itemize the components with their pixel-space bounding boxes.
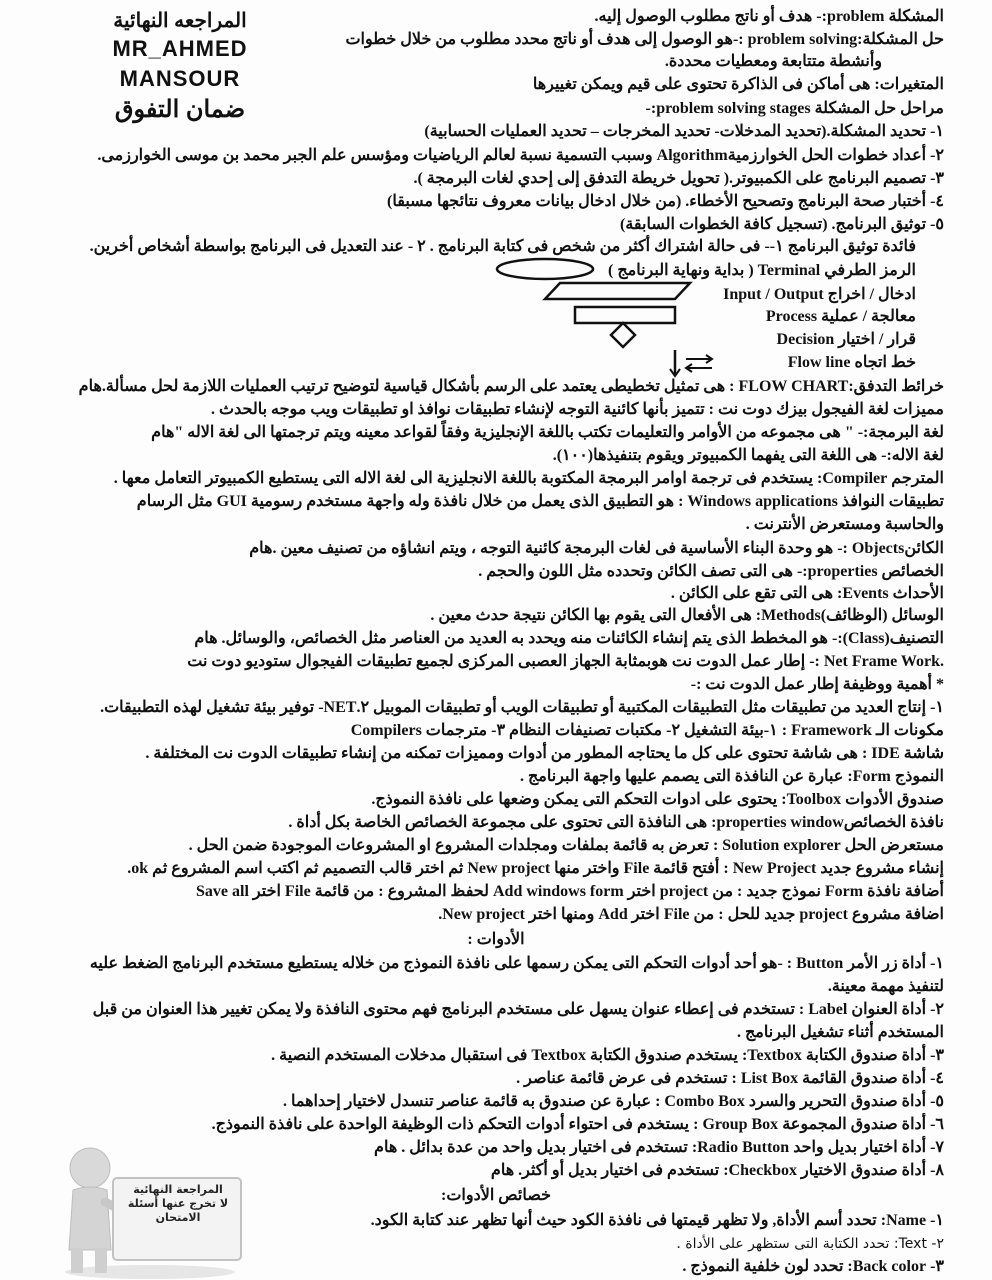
text-line: الأحداث Events: هى التى تقع على الكائن . xyxy=(670,585,944,602)
text-line: نافذة الخصائصproperties window: هى النافذة التى تحتوى على مجموعة الخصائص الخاصة بكل أداة . xyxy=(288,814,944,831)
text-line: لغة البرمجة:- " هى مجموعه من الأوامر والتعليمات تكتب باللغة الإنجليزية وفقاً لقواعد معينه ويتم ترجمتها الى لغة الاله "هام xyxy=(151,424,944,441)
text-line: الكائنObjects :- هو وحدة البناء الأساسية فى لغات البرمجة كائنية التوجه ، ويتم انشاؤه من تصنيف معين .هام xyxy=(249,540,944,557)
text-line: ١- أداة زر الأمر Button : -هو أحد أدوات التحكم التى يمكن رسمها على نافذة النموذج من خلاله يستطيع مستخدم البرنامج الضغط عليه xyxy=(89,955,944,972)
text-line: شاشة IDE : هى شاشة تحتوى على كل ما يحتاجه المطور من أدوات ومميزات تمكنه من إنشاء تطبيقات الدوت نت المختلفة . xyxy=(145,745,944,762)
text-line: المتغيرات: هى أماكن فى الذاكرة تحتوى على قيم ويمكن تغييرها xyxy=(532,76,944,93)
text-line: والحاسبة ومستعرض الأنترنت . xyxy=(745,516,944,533)
section-heading-tools: الأدوات : xyxy=(467,931,525,948)
text-line: ٧- أداة اختيار بديل واحد Radio Button: تستخدم فى اختيار بديل واحد من عدة بدائل . هام xyxy=(374,1139,944,1156)
text-line: ٣- Back color: تحدد لون خلفية النموذج . xyxy=(682,1258,944,1275)
text-line: ٦- أداة صندوق المجموعة Group Box : يستخدم فى احتواء أدوات التحكم ذات الوظيفة الواحدة على نافذة النموذج. xyxy=(211,1116,944,1133)
text-line: المستخدم أثناء تشغيل البرنامج . xyxy=(736,1024,944,1041)
text-line: النموذج Form: عبارة عن النافذة التى يصمم عليها واجهة البرنامج . xyxy=(519,768,944,785)
text-line: خرائط التدفق:FLOW CHART : هى تمثيل تخطيطى يعتمد على الرسم بأشكال قياسية لتوضيح ترتيب العمليات اللازمة لحل مسألة.هام xyxy=(78,378,944,395)
io-symbol xyxy=(545,283,690,299)
text-line: أضافة نافذة Form نموذج جديد : من project اختر Add windows form لحفظ المشروع : من قائمة File اختر Save all xyxy=(196,883,944,900)
text-line: الخصائص properties:- هى التى تصف الكائن وتحدده مثل اللون والحجم . xyxy=(478,563,944,580)
process-symbol xyxy=(575,307,675,323)
legend-io: ادخال / اخراج Input / Output xyxy=(723,286,916,303)
text-line: صندوق الأدوات Toolbox: يحتوى على ادوات التحكم التى يمكن وضعها على نافذة النموذج. xyxy=(371,791,944,808)
text-line: ٢- Text: تحدد الكتابة التى ستظهر على الأداة . xyxy=(676,1236,944,1252)
text-line: ٤- أداة صندوق القائمة List Box : تستخدم فى عرض قائمة عناصر . xyxy=(516,1070,944,1087)
text-line: ٤- أختبار صحة البرنامج وتصحيح الأخطاء. (من خلال ادخال بيانات معروف نتائجها مسبقا) xyxy=(387,193,944,210)
header-author-last: MANSOUR xyxy=(119,66,241,91)
decision-symbol xyxy=(611,323,635,347)
header-title-ar: المراجعه النهائية xyxy=(113,10,247,32)
text-line: التصنيف(Class):- هو المخطط الذى يتم إنشاء الكائنات منه ويحدد به العديد من العناصر مثل الخصائص، والوسائل. هام xyxy=(194,630,944,647)
text-line: ٣- تصميم البرنامج على الكمبيوتر.( تحويل خريطة التدفق إلى إحدي لغات البرمجة ). xyxy=(413,170,944,187)
terminal-symbol xyxy=(497,259,593,279)
text-line: ٥- أداة صندوق التحرير والسرد Combo Box : عبارة عن صندوق به قائمة عناصر تنسدل لاختيار إحداهما . xyxy=(282,1093,944,1110)
text-line: إنشاء مشروع جديد New Project : أفتح قائمة File واختر منها New project ثم اختر قالب التصميم ثم اكتب اسم المشروع ثم ok. xyxy=(127,860,944,877)
text-line: ٨- أداة صندوق الاختيار Checkbox: تستخدم فى اختيار بديل أو أكثر. هام xyxy=(490,1162,944,1179)
text-line: * أهمية ووظيفة إطار عمل الدوت نت :- xyxy=(690,676,944,693)
text-line: الوسائل (الوظائف)Methods: هى الأفعال التى يقوم بها الكائن نتيجة حدث معين . xyxy=(430,607,944,624)
section-heading-properties: خصائص الأدوات: xyxy=(441,1187,551,1204)
text-line: ٥- توثيق البرنامج. (تسجيل كافة الخطوات السابقة) xyxy=(620,216,944,233)
text-line: اضافة مشروع project جديد للحل : من File اختر Add ومنها اختر New project. xyxy=(438,906,944,923)
legend-process: معالجة / عملية Process xyxy=(765,308,916,325)
header-slogan: ضمان التفوق xyxy=(114,96,246,123)
text-line: حل المشكلة:problem solving :-هو الوصول إلى هدف أو ناتج محدد مطلوب من خلال خطوات xyxy=(345,31,944,48)
legend-flowline: خط اتجاه Flow line xyxy=(787,354,916,371)
text-line: مميزات لغة الفيجول بيزك دوت نت : تتميز بأنها كائنية التوجه لإنشاء تطبيقات نوافذ او تطبيقات ويب موجه بالحدث . xyxy=(211,401,944,418)
text-line: المترجم Compiler: يستخدم فى ترجمة اوامر البرمجة المكتوبة باللغة الانجليزية الى لغة الاله التى يستطيع الكمبيوتر التعامل معها . xyxy=(113,470,944,487)
header-author-first: MR_AHMED xyxy=(112,36,248,61)
text-line: مستعرض الحل Solution explorer : تعرض به قائمة بملفات ومجلدات المشروع او المشروعات الموجودة ضمن الحل . xyxy=(188,837,944,854)
text-line: ٢- أعداد خطوات الحل الخوارزميةAlgorithm وسبب التسمية نسبة لعالم الرياضيات ومؤسس علم الجبر محمد بن موسى الخوارزمى. xyxy=(97,147,944,164)
flowchart-symbols xyxy=(490,255,720,380)
text-line: ١- إنتاج العديد من تطبيقات مثل التطبيقات المكتبية أو تطبيقات الويب أو تطبيقات الموبيل ٢.NET- توفير بيئة تشغيل لهذه التطبيقات. xyxy=(100,699,944,716)
text-line: ٣- أداة صندوق الكتابة Textbox: يستخدم صندوق الكتابة Textbox فى استقبال مدخلات المستخدم النصية . xyxy=(271,1047,944,1064)
mascot-sign-text: المراجعة النهائية لا تخرج عنها أسئلة الامتحان xyxy=(127,1183,229,1224)
text-line: ١- تحديد المشكلة.(تحديد المدخلات- تحديد المخرجات – تحديد العمليات الحسابية) xyxy=(424,123,944,140)
text-line: مكونات الـ Framework : ١-بيئة التشغيل ٢- مكتبات تصنيفات النظام ٣- مترجمات Compilers xyxy=(350,722,944,739)
legend-terminal: الرمز الطرفي Terminal ( بداية ونهاية البرنامج ) xyxy=(608,262,916,279)
text-line: وأنشطة متتابعة ومعطيات محددة. xyxy=(664,53,882,70)
text-line: المشكلة problem:- هدف أو ناتج مطلوب الوصول إليه. xyxy=(594,8,944,25)
text-line: لغة الاله:- هى اللغة التى يفهما الكمبيوتر ويقوم بتنفيذها(١٠٠). xyxy=(552,447,944,464)
text-line: فائدة توثيق البرنامج ١-- فى حالة اشتراك أكثر من شخص فى كتابة البرنامج . ٢ - عند التعديل فى البرنامج بواسطة أشخاص أخرين. xyxy=(89,238,916,255)
text-line: ٢- أداة العنوان Label : تستخدم فى إعطاء عنوان يسهل على مستخدم البرنامج فهم محتوى النافذة ولا يمكن تغيير هذا العنوان من قبل xyxy=(92,1001,944,1018)
text-line: ١- Name: تحدد أسم الأداة, ولا تظهر قيمتها فى نافذة الكود حيث أنها تظهر عند كتابة الكود. xyxy=(370,1212,944,1229)
text-line: تطبيقات النوافذ Windows applications : هو التطبيق الذى يعمل من خلال نافذة وله واجهة مستخدم رسومية GUI مثل الرسام xyxy=(136,493,944,510)
flowline-symbol xyxy=(670,350,712,376)
text-line: مراحل حل المشكلة problem solving stages:- xyxy=(645,100,944,117)
text-line: لتنفيذ مهمة معينة. xyxy=(827,978,944,995)
legend-decision: قرار / اختيار Decision xyxy=(776,331,916,348)
text-line: .Net Frame Work :- إطار عمل الدوت نت هوبمثابة الجهاز العصبى المركزى لجميع تطبيقات الفيجوال ستوديو دوت نت xyxy=(187,653,944,670)
